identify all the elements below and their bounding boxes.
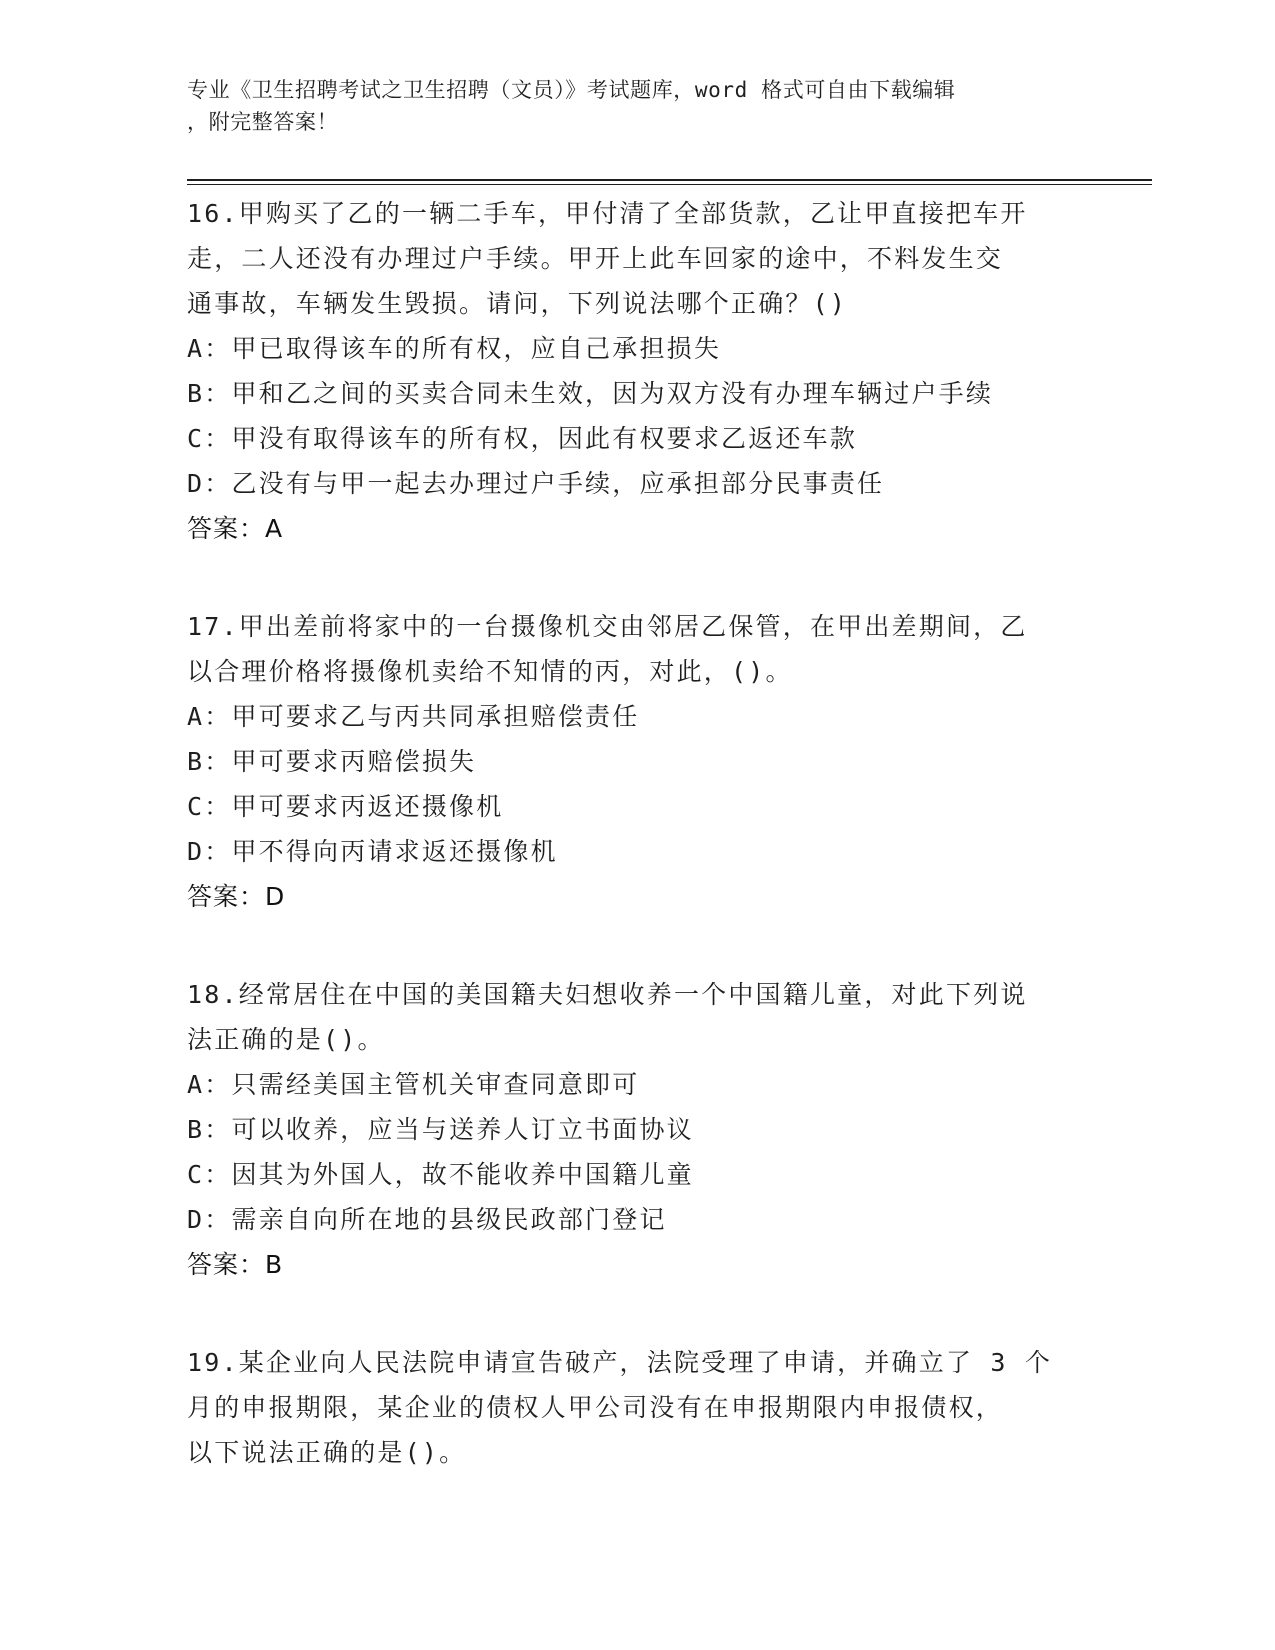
header-line-1: 专业《卫生招聘考试之卫生招聘（文员）》考试题库，word 格式可自由下载编辑 [187, 78, 956, 102]
answer-line: 答案：A [187, 514, 284, 543]
option-d: D：乙没有与甲一起去办理过户手续，应承担部分民事责任 [187, 469, 885, 498]
question-stem-line: 以合理价格将摄像机卖给不知情的丙，对此，()。 [187, 657, 793, 686]
header-divider-thick [187, 179, 1152, 181]
option-b: B：甲可要求丙赔偿损失 [187, 747, 477, 776]
question-stem-line: 17.甲出差前将家中的一台摄像机交由邻居乙保管，在甲出差期间，乙 [187, 612, 1028, 641]
question-stem-line: 19.某企业向人民法院申请宣告破产，法院受理了申请，并确立了 3 个 [187, 1348, 1053, 1377]
question-18 [187, 972, 1087, 1287]
option-a: A：只需经美国主管机关审查同意即可 [187, 1070, 640, 1099]
question-stem-line: 通事故，车辆发生毁损。请问，下列说法哪个正确？() [187, 289, 848, 318]
option-b: B：可以收养，应当与送养人订立书面协议 [187, 1115, 694, 1144]
option-d: D：需亲自向所在地的县级民政部门登记 [187, 1205, 667, 1234]
question-stem-line: 月的申报期限，某企业的债权人甲公司没有在申报期限内申报债权， [187, 1393, 1004, 1422]
question-19 [187, 1340, 1087, 1475]
answer-line: 答案：D [187, 882, 286, 911]
question-stem-line: 16.甲购买了乙的一辆二手车，甲付清了全部货款，乙让甲直接把车开 [187, 199, 1028, 228]
option-c: C：因其为外国人，故不能收养中国籍儿童 [187, 1160, 694, 1189]
option-c: C：甲没有取得该车的所有权，因此有权要求乙返还车款 [187, 424, 858, 453]
question-stem-line: 以下说法正确的是()。 [187, 1438, 467, 1467]
option-b: B：甲和乙之间的买卖合同未生效，因为双方没有办理车辆过户手续 [187, 379, 994, 408]
header-line-2: ，附完整答案！ [187, 110, 339, 134]
question-stem-line: 法正确的是()。 [187, 1025, 385, 1054]
document-header [187, 74, 1067, 138]
answer-line: 答案：B [187, 1250, 284, 1279]
question-stem-line: 18.经常居住在中国的美国籍夫妇想收养一个中国籍儿童，对此下列说 [187, 980, 1028, 1009]
option-c: C：甲可要求丙返还摄像机 [187, 792, 504, 821]
header-divider-thin [187, 184, 1152, 185]
question-stem-line: 走，二人还没有办理过户手续。甲开上此车回家的途中，不料发生交 [187, 244, 1004, 273]
option-a: A：甲可要求乙与丙共同承担赔偿责任 [187, 702, 640, 731]
option-d: D：甲不得向丙请求返还摄像机 [187, 837, 558, 866]
question-list [187, 191, 1087, 1528]
option-a: A：甲已取得该车的所有权，应自己承担损失 [187, 334, 722, 363]
question-16 [187, 191, 1087, 551]
question-17 [187, 604, 1087, 919]
